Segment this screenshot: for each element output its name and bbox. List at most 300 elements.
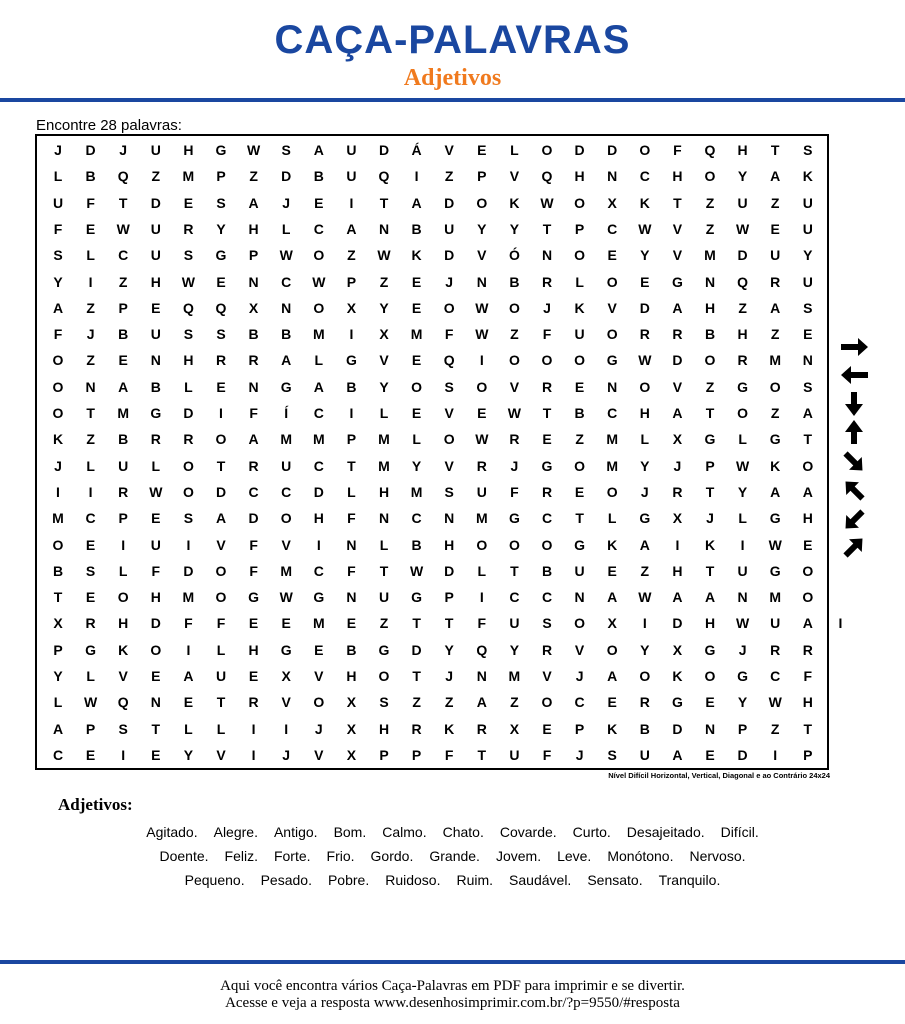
grid-letter: T — [803, 720, 813, 737]
grid-letter: F — [542, 746, 552, 763]
grid-letter: N — [150, 694, 161, 711]
grid-letter: W — [279, 589, 293, 606]
grid-letter: W — [735, 220, 750, 237]
grid-letter: S — [183, 247, 194, 264]
grid-letter: V — [444, 457, 454, 474]
grid-letter: Y — [737, 483, 748, 500]
grid-letter: V — [216, 536, 226, 553]
grid-letter: Q — [737, 273, 749, 290]
grid-letter: E — [803, 326, 813, 343]
grid-letter: N — [85, 378, 96, 395]
grid-letter: N — [802, 352, 813, 369]
grid-letter: L — [86, 668, 95, 684]
grid-letter: F — [249, 405, 258, 421]
grid-letter: H — [183, 142, 194, 158]
grid-letter: E — [607, 694, 617, 711]
grid-letter: U — [215, 668, 227, 684]
grid-letter: E — [216, 273, 226, 290]
grid-letter: H — [444, 536, 455, 553]
grid-letter: J — [445, 273, 454, 290]
arrow-up-icon — [845, 420, 863, 444]
grid-letter: W — [540, 194, 554, 211]
grid-letter: V — [314, 668, 324, 684]
grid-letter: E — [607, 562, 617, 579]
grid-letter: T — [673, 194, 682, 211]
grid-letter: A — [672, 405, 683, 421]
grid-letter: O — [52, 352, 64, 369]
grid-letter: I — [284, 720, 289, 737]
grid-letter: C — [607, 220, 618, 237]
grid-letter: M — [312, 615, 325, 632]
grid-letter: W — [181, 273, 195, 290]
grid-letter: U — [150, 326, 161, 343]
grid-letter: G — [737, 378, 749, 395]
arrow-up-right-icon — [839, 532, 869, 562]
grid-letter: E — [705, 694, 715, 711]
grid-letter: E — [607, 247, 617, 264]
grid-letter: O — [378, 668, 390, 684]
grid-letter: B — [346, 378, 357, 395]
grid-letter: G — [671, 273, 683, 290]
word-list-item: Pequeno. — [184, 872, 245, 888]
grid-letter: T — [705, 405, 715, 421]
grid-letter: W — [149, 483, 163, 500]
grid-letter: G — [769, 510, 781, 527]
grid-letter: A — [118, 378, 129, 395]
grid-letter: H — [704, 299, 716, 316]
grid-letter: U — [346, 142, 357, 158]
grid-letter: Z — [379, 273, 389, 290]
grid-letter: H — [574, 168, 585, 185]
grid-letter: J — [314, 720, 323, 737]
grid-letter: E — [151, 299, 161, 316]
grid-letter: G — [313, 589, 325, 606]
grid-letter: F — [477, 615, 487, 632]
grid-letter: W — [377, 247, 391, 264]
grid-letter: Q — [117, 694, 129, 711]
grid-letter: S — [444, 378, 454, 395]
grid-letter: U — [281, 457, 292, 474]
grid-letter: X — [346, 299, 357, 316]
grid-letter: D — [607, 142, 618, 158]
grid-letter: U — [150, 142, 161, 158]
grid-letter: G — [737, 668, 749, 684]
grid-letter: W — [768, 536, 782, 553]
grid-letter: H — [248, 641, 259, 658]
grid-letter: Z — [575, 431, 584, 448]
grid-letter: T — [347, 457, 356, 474]
grid-letter: U — [150, 536, 161, 553]
grid-letter: F — [347, 562, 356, 579]
grid-letter: O — [541, 694, 553, 711]
grid-letter: I — [56, 483, 60, 500]
grid-letter: J — [510, 457, 519, 474]
grid-letter: X — [346, 694, 357, 711]
grid-letter: W — [768, 694, 782, 711]
grid-letter: U — [574, 562, 585, 579]
grid-letter: A — [802, 405, 813, 421]
grid-letter: L — [379, 405, 389, 421]
grid-letter: V — [379, 352, 389, 369]
grid-letter: F — [444, 326, 454, 343]
grid-letter: Z — [86, 431, 95, 448]
grid-letter: E — [85, 589, 96, 606]
grid-letter: Z — [444, 168, 454, 185]
grid-letter: M — [182, 589, 195, 606]
grid-letter: R — [770, 273, 781, 290]
grid-letter: H — [313, 510, 324, 527]
grid-letter: C — [313, 457, 324, 474]
grid-letter: Z — [770, 405, 780, 421]
grid-letter: A — [248, 194, 259, 211]
word-list-item: Calmo. — [382, 824, 427, 840]
grid-letter: P — [85, 720, 96, 737]
grid-letter: R — [248, 457, 259, 474]
grid-letter: F — [803, 668, 813, 684]
grid-letter: C — [509, 589, 520, 606]
grid-letter: W — [409, 562, 424, 579]
grid-letter: M — [280, 431, 293, 448]
grid-letter: D — [281, 168, 292, 185]
grid-letter: Q — [182, 299, 194, 316]
grid-letter: E — [411, 299, 422, 316]
footer-line-1: Aqui você encontra vários Caça-Palavras em PDF para imprimir e se divertir. — [220, 978, 685, 994]
grid-letter: Ó — [508, 247, 520, 264]
grid-letter: T — [86, 405, 95, 421]
grid-letter: G — [574, 536, 586, 553]
grid-letter: M — [769, 352, 782, 369]
grid-letter: I — [186, 641, 191, 658]
grid-letter: P — [118, 299, 128, 316]
grid-letter: E — [411, 352, 422, 369]
grid-letter: O — [737, 405, 749, 421]
grid-letter: P — [346, 431, 357, 448]
grid-letter: F — [673, 142, 682, 158]
grid-letter: W — [116, 220, 130, 237]
grid-letter: R — [541, 378, 553, 395]
grid-letter: C — [313, 562, 324, 579]
word-list-row — [0, 871, 905, 889]
grid-letter: E — [705, 746, 715, 763]
grid-letter: O — [508, 536, 520, 553]
grid-letter: O — [802, 457, 814, 474]
grid-letter: M — [117, 405, 130, 421]
grid-letter: O — [508, 352, 520, 369]
grid-letter: E — [477, 142, 487, 158]
grid-letter: Y — [183, 746, 194, 763]
grid-letter: E — [85, 536, 96, 553]
grid-letter: H — [248, 220, 259, 237]
grid-letter: F — [542, 326, 552, 343]
grid-letter: J — [54, 457, 62, 474]
word-list-item: Gordo. — [370, 848, 414, 864]
grid-letter: D — [574, 142, 585, 158]
grid-letter: C — [607, 405, 618, 421]
grid-letter: J — [673, 457, 682, 474]
grid-letter: V — [574, 641, 585, 658]
grid-letter: R — [85, 615, 96, 632]
grid-letter: V — [118, 668, 128, 684]
grid-letter: D — [737, 746, 748, 763]
grid-letter: S — [216, 194, 226, 211]
grid-letter: N — [150, 352, 161, 369]
grid-letter: R — [541, 641, 553, 658]
grid-letter: S — [183, 510, 194, 527]
word-list-item: Frio. — [326, 848, 355, 864]
grid-letter: K — [444, 720, 455, 737]
grid-letter: N — [704, 720, 716, 737]
grid-letter: E — [281, 615, 291, 632]
grid-letter: G — [85, 641, 97, 658]
grid-letter: X — [379, 326, 389, 343]
grid-letter: X — [346, 746, 357, 763]
grid-letter: E — [85, 746, 96, 763]
grid-letter: L — [477, 562, 487, 579]
grid-letter: X — [607, 615, 617, 632]
grid-letter: I — [251, 746, 256, 763]
grid-letter: A — [476, 694, 487, 711]
word-list-item: Monótono. — [607, 848, 674, 864]
grid-letter: A — [346, 220, 357, 237]
grid-letter: P — [346, 273, 357, 290]
grid-letter: Z — [151, 168, 161, 185]
grid-letter: F — [53, 220, 63, 237]
grid-letter: R — [639, 694, 650, 711]
grid-letter: M — [769, 589, 782, 606]
grid-letter: P — [411, 746, 422, 763]
grid-letter: N — [444, 510, 455, 527]
word-list-row — [0, 823, 905, 841]
grid-letter: L — [314, 352, 324, 369]
grid-letter: Z — [444, 694, 454, 711]
word-list-row — [0, 847, 905, 865]
grid-letter: H — [150, 589, 161, 606]
grid-letter: B — [118, 431, 129, 448]
grid-letter: Y — [53, 273, 63, 290]
grid-letter: E — [248, 668, 259, 684]
grid-letter: E — [183, 694, 194, 711]
grid-letter: E — [574, 378, 585, 395]
grid-letter: G — [606, 352, 618, 369]
grid-letter: S — [85, 562, 96, 579]
grid-letter: O — [606, 483, 618, 500]
grid-letter: C — [118, 247, 129, 264]
grid-letter: E — [85, 220, 96, 237]
grid-letter: L — [118, 562, 128, 579]
word-list-item: Agitado. — [146, 824, 198, 840]
grid-letter: W — [638, 352, 652, 369]
grid-letter: P — [53, 641, 63, 658]
grid-letter: O — [182, 457, 194, 474]
grid-letter: H — [378, 720, 390, 737]
grid-letter: D — [313, 483, 324, 500]
grid-letter: F — [86, 194, 95, 211]
grid-letter: I — [219, 405, 223, 421]
grid-letter: O — [704, 352, 716, 369]
grid-letter: L — [53, 168, 63, 185]
grid-letter: E — [803, 536, 813, 553]
grid-letter: P — [737, 720, 748, 737]
grid-letter: A — [770, 299, 781, 316]
grid-letter: S — [183, 326, 194, 343]
grid-letter: C — [281, 483, 292, 500]
grid-letter: G — [639, 510, 651, 527]
grid-letter: E — [151, 510, 161, 527]
grid-letter: T — [575, 510, 584, 527]
grid-letter: I — [88, 273, 93, 290]
grid-letter: K — [607, 720, 618, 737]
grid-letter: Q — [378, 168, 390, 185]
grid-letter: I — [349, 326, 354, 343]
grid-letter: D — [215, 483, 227, 500]
grid-letter: R — [215, 352, 227, 369]
grid-letter: O — [802, 562, 814, 579]
grid-letter: Z — [86, 352, 95, 369]
grid-letter: E — [411, 405, 422, 421]
grid-letter: B — [248, 326, 259, 343]
grid-letter: W — [312, 273, 326, 290]
grid-letter: G — [150, 405, 162, 421]
grid-letter: L — [347, 483, 356, 500]
grid-letter: K — [607, 536, 618, 553]
grid-letter: P — [803, 746, 813, 763]
arrow-down-right-icon — [839, 447, 869, 477]
grid-letter: Y — [444, 641, 454, 658]
grid-letter: T — [412, 668, 421, 684]
grid-letter: O — [574, 457, 586, 474]
grid-letter: S — [803, 378, 813, 395]
grid-letter: O — [802, 589, 814, 606]
grid-letter: I — [479, 589, 484, 606]
grid-letter: F — [216, 615, 226, 632]
grid-letter: O — [541, 536, 553, 553]
grid-letter: O — [704, 168, 716, 185]
grid-letter: A — [672, 299, 683, 316]
grid-letter: D — [183, 405, 194, 421]
grid-letter: R — [248, 694, 259, 711]
grid-letter: D — [183, 562, 194, 579]
grid-letter: H — [150, 273, 161, 290]
grid-letter: Z — [738, 299, 747, 316]
grid-letter: V — [216, 746, 226, 763]
grid-letter: M — [606, 431, 619, 448]
grid-letter: W — [279, 247, 293, 264]
grid-letter: E — [314, 641, 324, 658]
grid-letter: O — [639, 668, 651, 684]
grid-letter: L — [379, 536, 389, 553]
grid-letter: O — [704, 668, 716, 684]
grid-letter: I — [251, 720, 256, 737]
grid-letter: E — [411, 273, 422, 290]
grid-letter: Z — [347, 247, 356, 264]
grid-letter: M — [606, 457, 619, 474]
grid-letter: O — [606, 641, 618, 658]
grid-letter: G — [215, 247, 227, 264]
grid-letter: O — [52, 405, 64, 421]
grid-letter: H — [704, 615, 716, 632]
grid-letter: A — [313, 378, 324, 395]
grid-letter: Y — [216, 220, 226, 237]
grid-letter: A — [672, 746, 683, 763]
grid-letter: U — [509, 746, 520, 763]
word-list-item: Chato. — [442, 824, 484, 840]
grid-letter: G — [508, 510, 520, 527]
grid-letter: W — [638, 220, 652, 237]
word-list-item: Forte. — [273, 848, 311, 864]
grid-letter: G — [769, 431, 781, 448]
grid-letter: Y — [379, 299, 389, 316]
grid-letter: C — [541, 589, 553, 606]
grid-letter: U — [737, 562, 748, 579]
grid-letter: F — [53, 326, 63, 343]
grid-letter: N — [346, 536, 357, 553]
grid-letter: U — [737, 194, 748, 211]
grid-letter: M — [704, 247, 716, 264]
grid-letter: N — [476, 273, 487, 290]
grid-letter: Y — [53, 668, 63, 684]
grid-letter: B — [150, 378, 161, 395]
grid-letter: C — [313, 220, 324, 237]
arrow-up-left-icon — [839, 475, 869, 505]
grid-letter: O — [476, 536, 488, 553]
word-list-title: Adjetivos: — [58, 795, 133, 814]
grid-letter: U — [52, 194, 64, 211]
word-list-item: Doente. — [159, 848, 209, 864]
grid-letter: O — [541, 142, 553, 158]
grid-letter: F — [347, 510, 356, 527]
grid-letter: S — [216, 326, 226, 343]
grid-letter: S — [444, 483, 454, 500]
grid-letter: O — [150, 641, 162, 658]
grid-letter: T — [412, 615, 421, 632]
grid-letter: L — [738, 431, 747, 448]
grid-letter: H — [672, 168, 683, 185]
grid-letter: B — [639, 720, 650, 737]
grid-letter: O — [443, 431, 455, 448]
grid-letter: R — [639, 326, 650, 343]
grid-letter: I — [121, 746, 126, 763]
grid-letter: O — [574, 247, 586, 264]
grid-letter: T — [151, 720, 161, 737]
grid-letter: M — [182, 168, 195, 185]
grid-letter: P — [248, 247, 259, 264]
grid-letter: Q — [541, 168, 553, 185]
grid-letter: O — [574, 615, 586, 632]
grid-letter: I — [88, 483, 93, 500]
grid-letter: I — [479, 352, 484, 369]
grid-letter: Q — [117, 168, 129, 185]
grid-letter: R — [150, 431, 161, 448]
grid-letter: O — [215, 431, 227, 448]
grid-letter: G — [280, 641, 292, 658]
grid-letter: D — [248, 510, 259, 527]
grid-letter: E — [477, 405, 487, 421]
grid-letter: A — [802, 483, 813, 500]
grid-letter: H — [378, 483, 390, 500]
grid-letter: U — [802, 273, 813, 290]
grid-letter: R — [476, 457, 487, 474]
grid-letter: O — [476, 378, 488, 395]
grid-letter: V — [314, 746, 324, 763]
grid-letter: U — [346, 168, 357, 185]
grid-letter: P — [444, 589, 454, 606]
grid-letter: N — [248, 273, 259, 290]
grid-letter: S — [281, 142, 291, 158]
grid-letter: K — [411, 247, 422, 264]
grid-letter: U — [150, 247, 161, 264]
grid-letter: I — [773, 746, 778, 763]
grid-letter: S — [803, 299, 813, 316]
